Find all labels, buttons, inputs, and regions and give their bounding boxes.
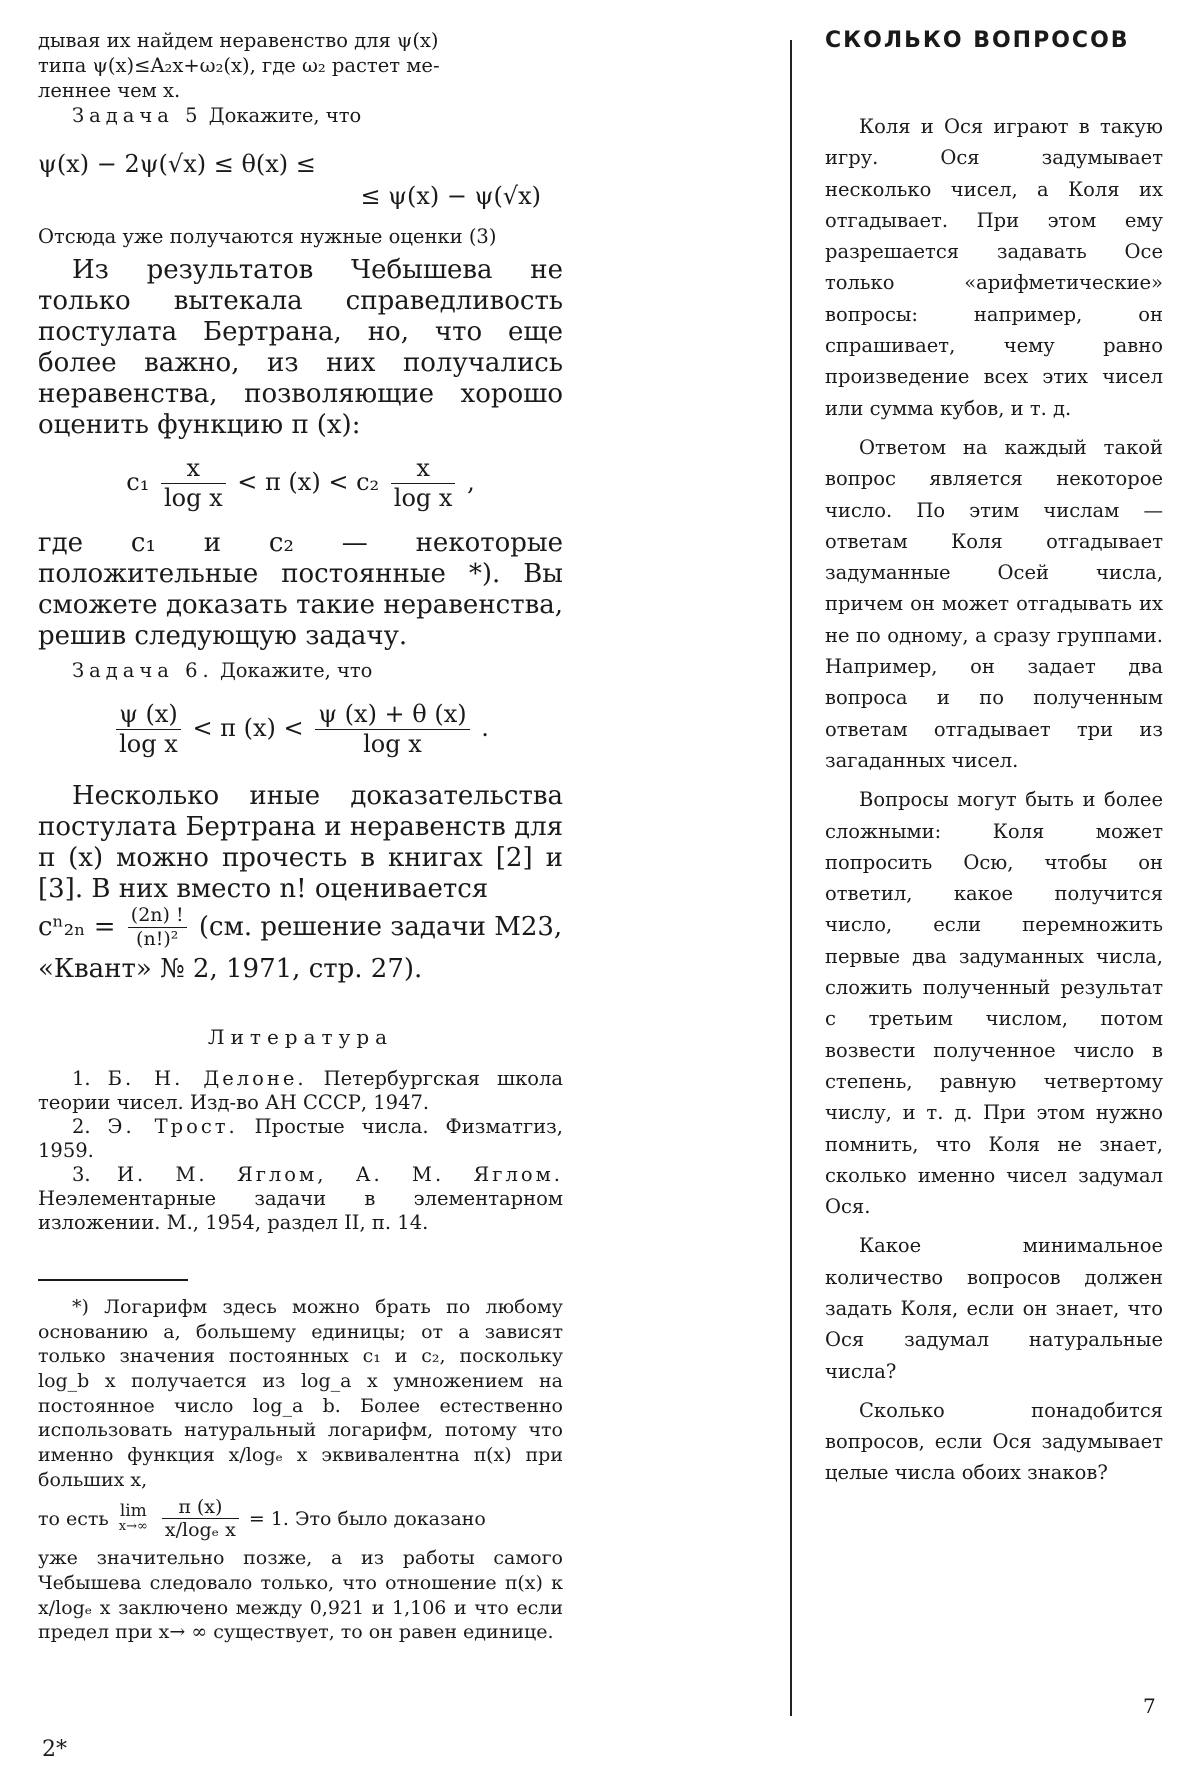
reference-item [38, 1115, 563, 1163]
inequality-1 [38, 455, 563, 512]
task5-statement [38, 103, 563, 128]
formula-task5 [38, 150, 563, 210]
reference-author: И. М. Яглом, А. М. Яглом. [116, 1163, 563, 1187]
footnote-divider [38, 1279, 188, 1281]
fraction [116, 701, 181, 758]
binomial-lhs: cⁿ₂ₙ = [38, 911, 116, 942]
task6-text: Докажите, что [219, 659, 373, 683]
footnote-part1: *) Логарифм здесь можно брать по любому основанию a, большему единицы; от a зависят только значения постоянных c₁ и c₂, поскольку log_b x получается из log_a x умножением на постоянное число log_a b. Более естественно использовать натуральный логарифм, потому что именно функция x/logₑ x эквивалентна π(x) при больших x, [38, 1295, 563, 1491]
fraction-denominator: log x [119, 729, 178, 758]
books-paragraph: Несколько иные доказательства постулата Бертрана и неравенств для π (x) можно прочесть в книгах [2] и [3]. В них вместо n! оценивается [38, 780, 563, 904]
limit-word: lim [119, 1501, 147, 1522]
limit-subscript: x→∞ [118, 1519, 148, 1535]
fraction-denominator: log x [363, 729, 422, 758]
const-c1: c₁ [126, 468, 150, 497]
intro-line: типа ψ(x)≤A₂x+ω₂(x), где ω₂ растет ме- [38, 54, 440, 77]
fraction-denominator: x/logₑ x [164, 1519, 236, 1542]
fraction-denominator: log x [393, 483, 453, 512]
chebyshev-paragraph: Из результатов Чебышева не только вытекала справедливость постулата Бертрана, но, что еще более важно, из них получались неравенства, позволяющие хорошо оценить функцию π (x): [38, 255, 563, 440]
footnote [38, 1295, 563, 1645]
binomial-line [38, 905, 563, 951]
footnote-limit-line [38, 1497, 563, 1543]
fraction [391, 455, 456, 512]
inequality-middle: < π (x) < [192, 714, 304, 743]
left-column [38, 28, 563, 1645]
footnote-limit-tail: = 1. Это было доказано [248, 1507, 486, 1530]
fraction [161, 455, 226, 512]
fraction-numerator: π (x) [162, 1497, 239, 1520]
reference-number: 3. [72, 1163, 91, 1187]
reference-number: 2. [72, 1115, 91, 1139]
section-title: СКОЛЬКО ВОПРОСОВ [825, 28, 1130, 53]
inequality-2 [38, 701, 563, 758]
task5-text: Докажите, что [208, 104, 362, 127]
constants-paragraph: где c₁ и c₂ — некоторые положительные постоянные *). Вы сможете доказать такие неравенства, решив следующую задачу. [38, 528, 563, 652]
reference-number: 1. [72, 1067, 91, 1091]
binomial-tail: (см. решение задачи М23, [198, 911, 563, 942]
puzzle-paragraph: Коля и Ося играют в такую игру. Ося задумывает несколько чисел, а Коля их отгадывает. При этом ему разрешается задавать Осе только «арифметические» вопросы: например, он спрашивает, чему равно произведение всех этих чисел или сумма кубов, и т. д. [825, 115, 1163, 420]
reference-list [38, 1067, 563, 1235]
inequality-end: , [467, 468, 475, 497]
reference-author: Б. Н. Делоне. [107, 1067, 307, 1091]
fraction-numerator: x [391, 455, 456, 484]
inequality-middle: < π (x) < [237, 468, 349, 497]
fraction-numerator: ψ (x) [116, 701, 181, 730]
reference-item [38, 1067, 563, 1115]
task6-statement [38, 658, 563, 683]
inequality-end: . [481, 714, 489, 743]
fraction [162, 1497, 239, 1543]
fraction-denominator: log x [163, 483, 223, 512]
footnote-limit-prefix: то есть [38, 1507, 109, 1530]
fraction-denominator: (n!)² [136, 927, 179, 950]
page-number: 7 [1143, 1694, 1156, 1718]
fraction-numerator: x [161, 455, 226, 484]
signature-mark: 2* [42, 1737, 67, 1762]
puzzle-paragraph: Какое минимальное количество вопросов должен задать Коля, если он знает, что Ося задумал натуральные числа? [825, 1234, 1163, 1383]
fraction-numerator: ψ (x) + θ (x) [315, 701, 469, 730]
formula5-line1: ψ(x) − 2ψ(√x) ≤ θ(x) ≤ [38, 150, 316, 178]
column-divider [790, 40, 792, 1716]
const-c2: c₂ [356, 468, 380, 497]
task5-label: Задача 5 [72, 104, 203, 127]
limit-operator [119, 1503, 148, 1535]
intro-line: леннее чем x. [38, 79, 181, 102]
footnote-part2: уже значительно позже, а из работы самого Чебышева следовало только, что отношение π(x) к x/logₑ x заключено между 0,921 и 1,106 и что если предел при x→ ∞ существует, то он равен единице. [38, 1547, 563, 1644]
puzzle-paragraph: Сколько понадобится вопросов, если Ося задумывает целые числа обоих знаков? [825, 1398, 1163, 1485]
reference-item [38, 1163, 563, 1235]
puzzle-paragraph: Вопросы могут быть и более сложными: Коля может попросить Осю, чтобы он ответил, какое получится число, если перемножить первые два задуманных числа, сложить полученный результат с третьим числом, потом возвести полученное число в степень, равную четвертому числу, и т. д. При этом нужно помнить, что Коля не знает, сколько именно чисел задумал Ося. [825, 788, 1163, 1219]
estimates-text: Отсюда уже получаются нужные оценки (3) [38, 225, 497, 248]
literature-heading: Литература [207, 1025, 394, 1050]
fraction-numerator: (2n) ! [128, 905, 187, 928]
task6-label: Задача 6. [72, 659, 214, 683]
kvant-reference: «Квант» № 2, 1971, стр. 27). [38, 954, 423, 985]
intro-line: дывая их найдем неравенство для ψ(x) [38, 29, 439, 52]
formula5-line2: ≤ ψ(x) − ψ(√x) [360, 182, 541, 210]
fraction [128, 905, 187, 951]
puzzle-paragraph: Ответом на каждый такой вопрос является некоторое число. По этим числам — ответам Коля отгадывает задуманные Осей числа, причем он может отгадывать их не по одному, а сразу группами. Например, он задает два вопроса и по полученным ответам отгадывает три из загаданных чисел. [825, 435, 1163, 772]
reference-text: Неэлементарные задачи в элементарном изложении. М., 1954, раздел II, п. 14. [38, 1187, 563, 1235]
reference-text: Петербургская школа теории чисел. Изд-во АН СССР, 1947. [38, 1067, 564, 1115]
right-column [825, 28, 1163, 1489]
fraction [315, 701, 469, 758]
intro-text [38, 28, 563, 103]
reference-author: Э. Трост. [107, 1115, 238, 1139]
reference-text: Простые числа. Физматгиз, 1959. [38, 1115, 563, 1163]
